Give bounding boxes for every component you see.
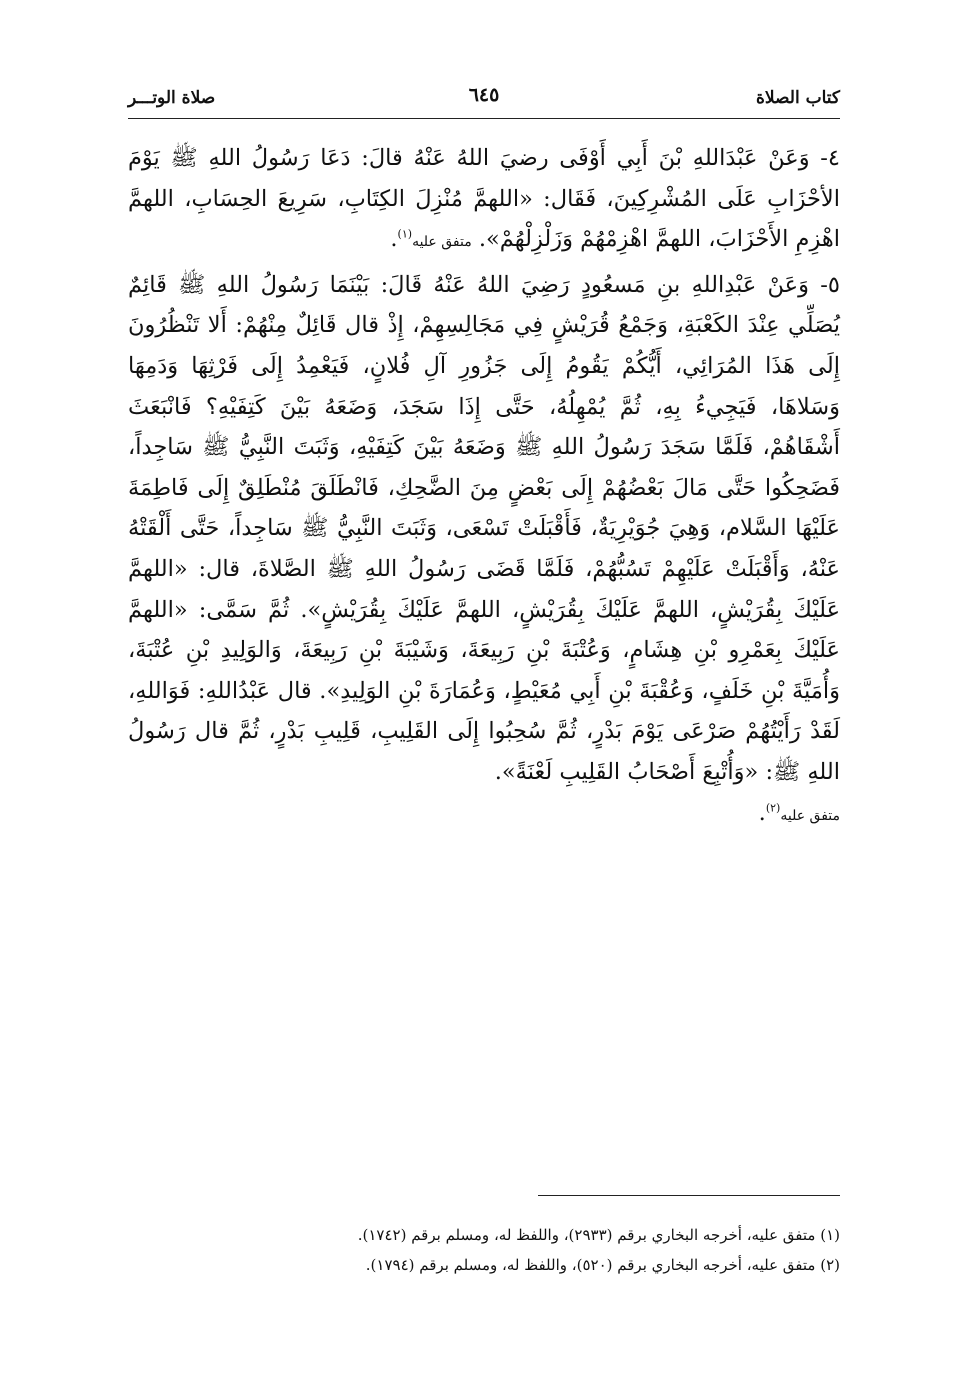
page-number: ٦٤٥ bbox=[468, 84, 500, 106]
hadith-grade: متفق عليه bbox=[780, 807, 840, 824]
footnote-divider bbox=[538, 1195, 840, 1196]
header-divider bbox=[128, 118, 840, 119]
hadith-number: ٥- bbox=[820, 271, 840, 298]
main-text bbox=[128, 138, 840, 838]
hadith-number: ٤- bbox=[820, 145, 840, 171]
hadith-text: وَعَنْ عَبْدَاللهِ بْنَ أَبِي أَوْفَى رضيَ اللهُ عَنْهُ قالَ: دَعَا رَسُولُ اللهِ ﷺ يَوْمَ الأحْزَابِ عَلَى المُشْرِكِينَ، فَقَال: «اللهمَّ مُنْزِلَ الكِتَابِ، سَرِيعَ الحِسَابِ، اللهمَّ اهْزِمِ الأَحْزَابَ، اللهمَّ اهْزِمْهُمْ وَزَلْزِلْهُمْ». bbox=[128, 145, 840, 253]
hadith-end: . bbox=[758, 799, 766, 826]
hadith-text: وَعَنْ عَبْدِاللهِ بنِ مَسعُودٍ رَضِيَ اللهُ عَنْهُ قَالَ: بَيْنَمَا رَسُولُ اللهِ ﷺ قَائِمٌ يُصَلِّي عِنْدَ الكَعْبَةِ، وَجَمْعُ قُرَيْشٍ فِي مَجَالِسِهِمْ، إِذْ قال قَائِلٌ مِنْهُمْ: أَلا تَنْظُرُونَ إِلَى هَذَا المُرَائِي، أَيُّكُمْ يَقُومُ إِلَى جَزُورِ آلِ فُلانٍ، فَيَعْمِدُ إِلَى فَرْثِهَا وَدَمِهَا وَسَلاهَا، فَيَجِيءُ بِهِ، ثُمَّ يُمْهِلُهُ، حَتَّى إِذَا سَجَدَ، وَضَعَهُ بَيْنَ كَتِفَيْهِ؟ فَانْبَعَثَ أَشْقَاهُمْ، فَلَمَّا سَجَدَ رَسُولُ اللهِ ﷺ وَضَعَهُ بَيْنَ كَتِفَيْهِ، وَثَبَتَ النَّبِيُّ ﷺ سَاجِداً، فَضَحِكُوا حَتَّى مَالَ بَعْضُهُمْ إِلَى بَعْضٍ مِنَ الضَّحِكِ، فَانْطَلَقَ مُنْطَلِقٌ إِلَى فَاطِمَةَ عَلَيْهَا السَّلام، وَهِيَ جُوَيْرِيَةٌ، فَأَقْبَلَتْ تَسْعَى، وَثَبَتَ النَّبِيُّ ﷺ سَاجِداً، حَتَّى أَلْقَتْهُ عَنْهُ، وَأَقْبَلَتْ عَلَيْهِمْ تَسُبُّهُمْ، فَلَمَّا قَضَى رَسُولُ اللهِ ﷺ الصَّلاةَ، قال: «اللهمَّ عَلَيْكَ بِقُرَيْشٍ، اللهمَّ عَلَيْكَ بِقُرَيْشٍ، اللهمَّ عَلَيْكَ بِقُرَيْشٍ». ثُمَّ سَمَّى: «اللهمَّ عَلَيْكَ بِعَمْرِو بْنِ هِشَامٍ، وَعُتْبَةَ بْنِ رَبِيعَةَ، وَشَيْبَةَ بْنِ رَبِيعَةَ، وَالوَلِيدِ بْنِ عُتْبَةَ، وَأُمَيَّةَ بْنِ خَلَفٍ، وَعُقْبَةَ بْنِ أَبِي مُعَيْطٍ، وَعُمَارَةَ بْنِ الوَلِيدِ». قال عَبْدُاللهِ: فَوَاللهِ، لَقَدْ رَأَيْتُهُمْ صَرْعَى يَوْمَ بَدْرٍ، ثُمَّ سُحِبُوا إِلَى القَلِيبِ، قَلِيبِ بَدْرٍ، ثُمَّ قال رَسُولُ اللهِ ﷺ: «وَأُتْبِعَ أَصْحَابُ القَلِيبِ لَعْنَةً». bbox=[128, 271, 840, 785]
footnotes bbox=[128, 1220, 840, 1280]
running-header bbox=[128, 80, 840, 116]
hadith-4 bbox=[128, 138, 840, 263]
footnote-ref[interactable]: (٢) bbox=[765, 801, 781, 814]
hadith-5 bbox=[128, 265, 840, 836]
chapter-title: صلاة الوتـــر bbox=[128, 88, 216, 108]
footnote-2: (٢) متفق عليه، أخرجه البخاري برقم (٥٢٠)، واللفظ له، ومسلم برقم (١٧٩٤). bbox=[365, 1256, 840, 1274]
hadith-end: . bbox=[390, 226, 398, 253]
hadith-grade: متفق عليه bbox=[412, 234, 472, 251]
book-title: كتاب الصلاة bbox=[755, 88, 840, 108]
footnote-ref[interactable]: (١) bbox=[397, 227, 413, 241]
footnote-1: (١) متفق عليه، أخرجه البخاري برقم (٢٩٣٣)، واللفظ له، ومسلم برقم (١٧٤٢). bbox=[357, 1226, 840, 1244]
